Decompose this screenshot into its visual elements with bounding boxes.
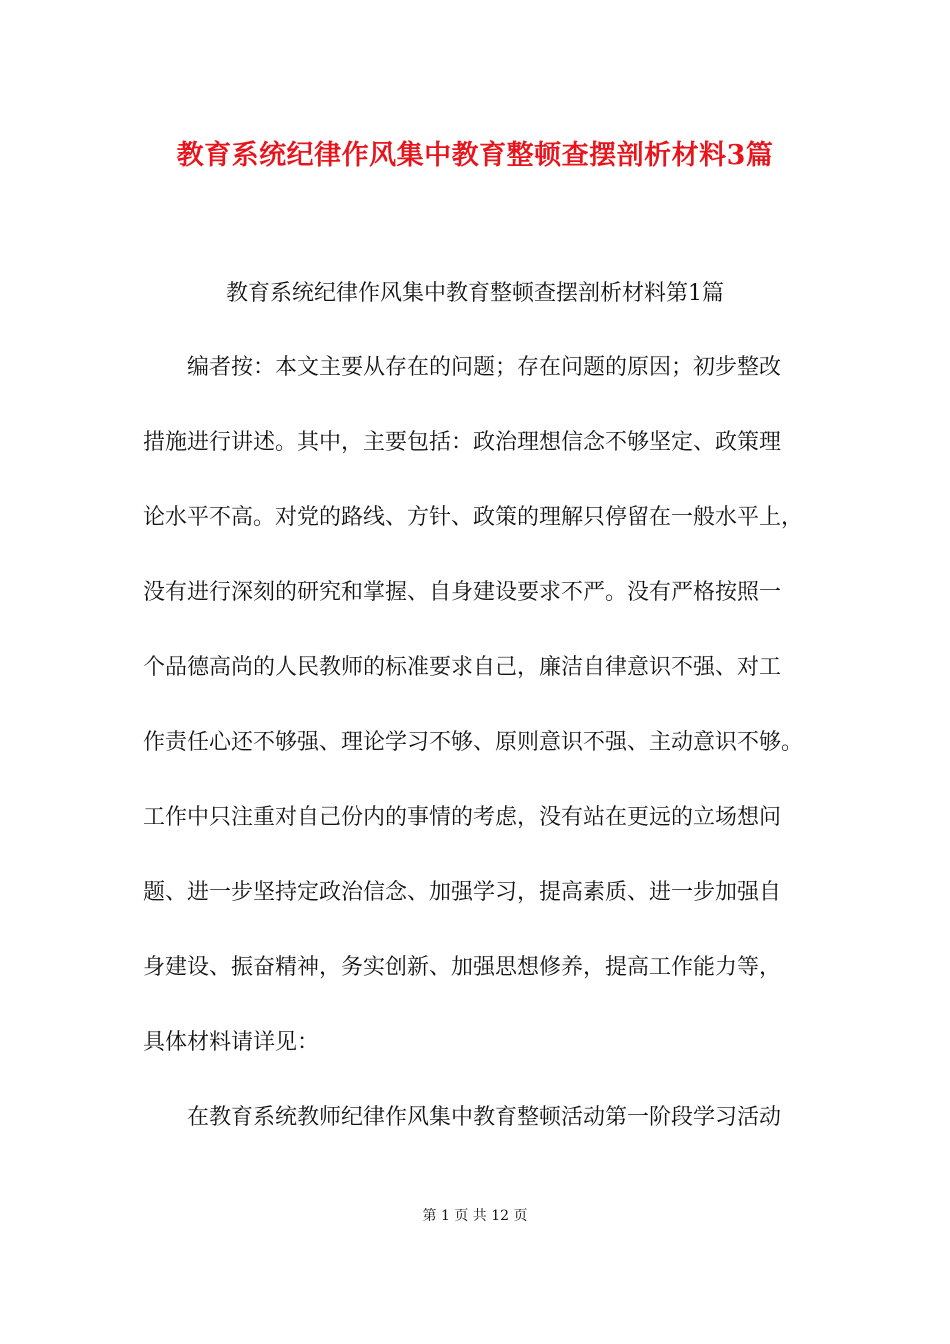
paragraph-line: 措施进行讲述。其中，主要包括：政治理想信念不够坚定、政策理 — [143, 430, 782, 455]
paragraph-line: 没有进行深刻的研究和掌握、自身建设要求不严。没有严格按照一 — [143, 580, 782, 605]
document-title: 教育系统纪律作风集中教育整顿查摆剖析材料3篇 — [176, 140, 774, 171]
paragraph-line: 题、进一步坚持定政治信念、加强学习，提高素质、进一步加强自 — [143, 880, 782, 905]
paragraph-line: 工作中只注重对自己份内的事情的考虑，没有站在更远的立场想问 — [143, 805, 782, 830]
total-pages-number: 12 — [491, 1208, 510, 1224]
current-page-number: 1 — [440, 1208, 450, 1224]
paragraph-line: 身建设、振奋精神，务实创新、加强思想修养，提高工作能力等， — [143, 955, 782, 980]
page-footer — [0, 1206, 950, 1226]
section-subtitle: 教育系统纪律作风集中教育整顿查摆剖析材料第1篇 — [226, 281, 724, 306]
footer-prefix: 第 — [422, 1208, 437, 1224]
footer-suffix: 页 — [513, 1208, 528, 1224]
footer-mid: 页 共 — [454, 1208, 487, 1224]
paragraph-line: 编者按：本文主要从存在的问题；存在问题的原因；初步整改 — [143, 355, 782, 380]
paragraph-line: 在教育系统教师纪律作风集中教育整顿活动第一阶段学习活动 — [143, 1105, 782, 1130]
paragraph-line: 论水平不高。对党的路线、方针、政策的理解只停留在一般水平上， — [143, 505, 804, 530]
paragraph-line: 个品德高尚的人民教师的标准要求自己，廉洁自律意识不强、对工 — [143, 655, 782, 680]
paragraph-line: 具体材料请详见： — [143, 1030, 320, 1055]
paragraph-line: 作责任心还不够强、理论学习不够、原则意识不强、主动意识不够。 — [143, 730, 804, 755]
